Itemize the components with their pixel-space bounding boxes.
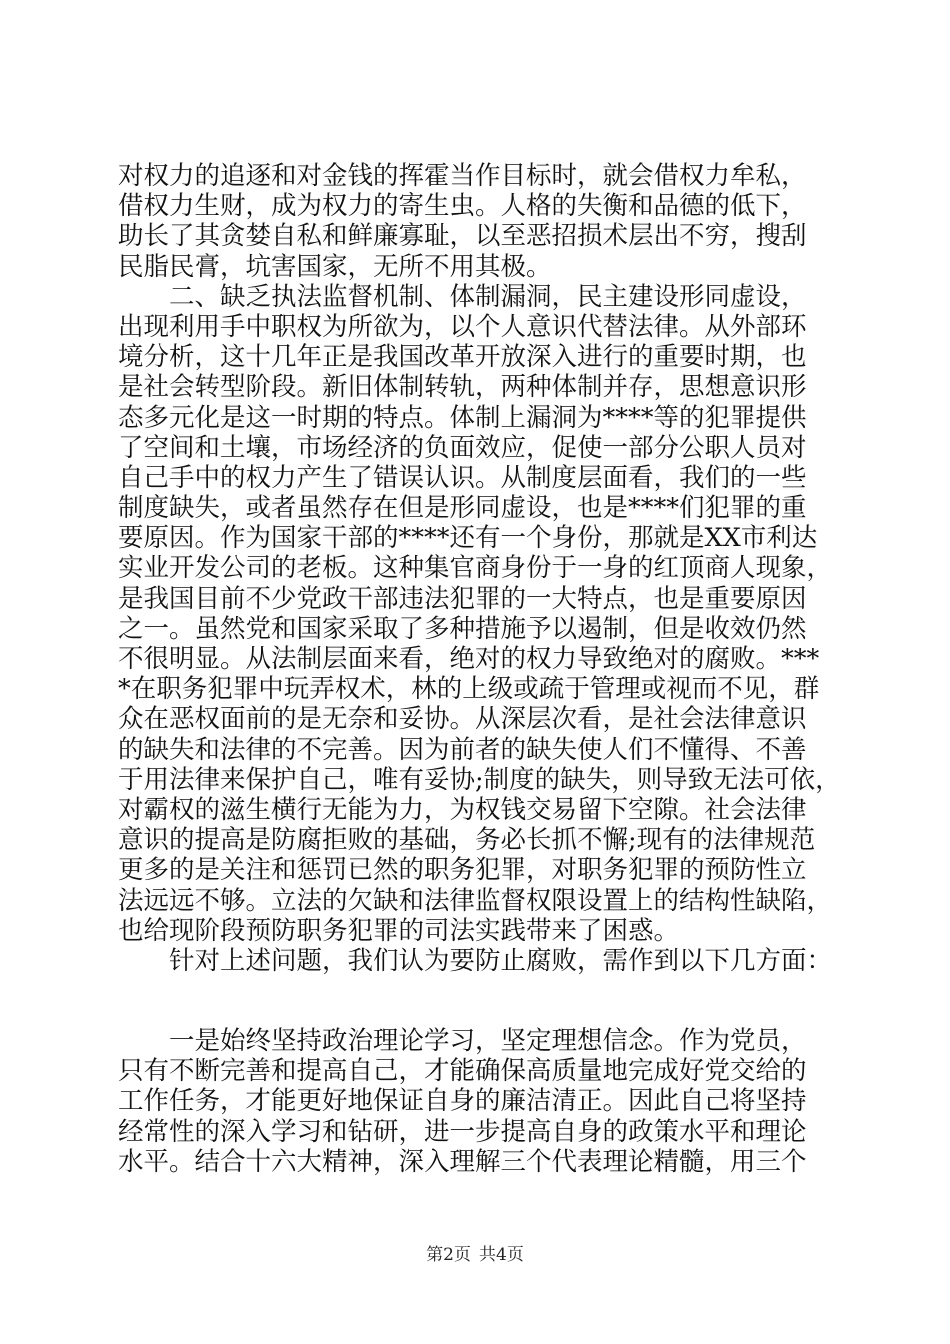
body-line: 也给现阶段预防职务犯罪的司法实践带来了困惑。 [118, 915, 680, 946]
page-footer [0, 1245, 950, 1265]
body-line: 的缺失和法律的不完善。因为前者的缺失使人们不懂得、不善 [118, 734, 807, 765]
body-line: 水平。结合十六大精神，深入理解三个代表理论精髓，用三个 [118, 1146, 807, 1177]
body-line: 之一。虽然党和国家采取了多种措施予以遏制，但是收效仍然 [118, 613, 807, 644]
body-line: 于用法律来保护自己，唯有妥协;制度的缺失，则导致无法可依， [118, 764, 841, 795]
body-line: 实业开发公司的老板。这种集官商身份于一身的红顶商人现象， [118, 553, 833, 584]
body-line: 经常性的深入学习和钻研，进一步提高自身的政策水平和理论 [118, 1116, 807, 1147]
body-line: 民脂民膏，坑害国家，无所不用其极。 [118, 251, 552, 282]
body-line: 对权力的追逐和对金钱的挥霍当作目标时，就会借权力牟私， [118, 161, 807, 191]
body-line: 法远远不够。立法的欠缺和法律监督权限设置上的结构性缺陷， [118, 885, 833, 916]
body-line: 二、缺乏执法监督机制、体制漏洞，民主建设形同虚设， [118, 281, 807, 312]
body-line: 一是始终坚持政治理论学习，坚定理想信念。作为党员， [118, 1026, 807, 1057]
body-line: 众在恶权面前的是无奈和妥协。从深层次看，是社会法律意识 [118, 704, 807, 735]
body-line: 不很明显。从法制层面来看，绝对的权力导致绝对的腐败。*** [118, 644, 820, 674]
body-line: 只有不断完善和提高自己，才能确保高质量地完成好党交给的 [118, 1056, 807, 1087]
body-line: 助长了其贪婪自私和鲜廉寡耻，以至恶招损术层出不穷，搜刮 [118, 221, 807, 252]
body-line: *在职务犯罪中玩弄权术，林的上级或疏于管理或视而不见，群 [118, 674, 820, 705]
body-line: 对霸权的滋生横行无能为力，为权钱交易留下空隙。社会法律 [118, 794, 807, 825]
body-line: 是我国目前不少党政干部违法犯罪的一大特点，也是重要原因 [118, 583, 807, 614]
body-line: 出现利用手中职权为所欲为，以个人意识代替法律。从外部环 [118, 311, 807, 342]
body-line: 了空间和土壤，市场经济的负面效应，促使一部分公职人员对 [118, 432, 807, 463]
body-line: 更多的是关注和惩罚已然的职务犯罪，对职务犯罪的预防性立 [118, 855, 807, 886]
body-line: 借权力生财，成为权力的寄生虫。人格的失衡和品德的低下， [118, 191, 807, 222]
paragraph-gap [118, 976, 830, 1026]
body-line: 态多元化是这一时期的特点。体制上漏洞为****等的犯罪提供 [118, 402, 807, 433]
body-line: 境分析，这十几年正是我国改革开放深入进行的重要时期，也 [118, 342, 807, 373]
document-body [118, 161, 841, 1177]
body-line: 自己手中的权力产生了错误认识。从制度层面看，我们的一些 [118, 462, 807, 493]
page-number-current: 第2页 [426, 1245, 471, 1265]
body-line: 要原因。作为国家干部的****还有一个身份，那就是XX市利达 [118, 523, 818, 554]
body-line: 是社会转型阶段。新旧体制转轨，两种体制并存，思想意识形 [118, 372, 807, 403]
body-line: 工作任务，才能更好地保证自身的廉洁清正。因此自己将坚持 [118, 1086, 807, 1117]
body-line: 制度缺失，或者虽然存在但是形同虚设，也是****们犯罪的重 [118, 493, 807, 524]
body-line: 意识的提高是防腐拒败的基础，务必长抓不懈;现有的法律规范 [118, 825, 816, 856]
body-line: 针对上述问题，我们认为要防止腐败，需作到以下几方面： [118, 945, 833, 976]
page-number-total: 共4页 [479, 1245, 524, 1265]
